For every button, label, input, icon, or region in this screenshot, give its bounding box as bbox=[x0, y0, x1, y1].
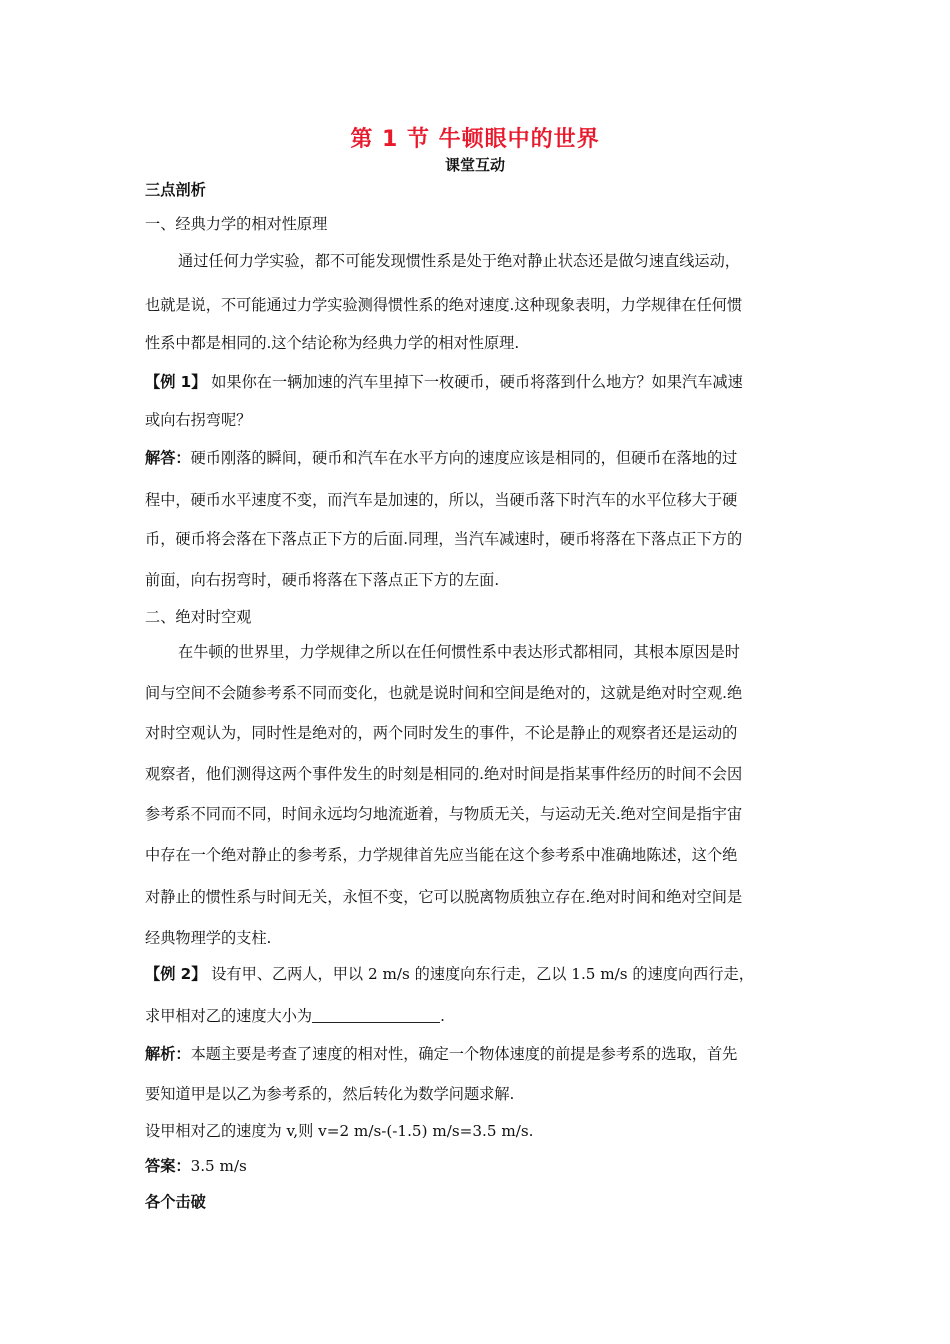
paragraph-line: 通过任何力学实验，都不可能发现惯性系是处于绝对静止状态还是做匀速直线运动， bbox=[178, 252, 740, 270]
example-2-text: 设有甲、乙两人，甲以 2 m/s 的速度向东行走，乙以 1.5 m/s 的速度向西行走， bbox=[206, 965, 754, 983]
paragraph-line: 间与空间不会随参考系不同而变化，也就是说时间和空间是绝对的，这就是绝对时空观.绝 bbox=[145, 684, 743, 702]
answer-1-text: 程中，硬币水平速度不变，而汽车是加速的，所以，当硬币落下时汽车的水平位移大于硬 bbox=[145, 491, 738, 509]
paragraph-line: 经典物理学的支柱. bbox=[145, 929, 272, 947]
paragraph-line: 中存在一个绝对静止的参考系，力学规律首先应当能在这个参考系中准确地陈述，这个绝 bbox=[145, 846, 738, 864]
heading-absolute-spacetime: 二、绝对时空观 bbox=[145, 608, 252, 626]
answer-2 bbox=[145, 1155, 825, 1176]
heading-relativity-principle: 一、经典力学的相对性原理 bbox=[145, 215, 328, 233]
paragraph-line: 性系中都是相同的.这个结论称为经典力学的相对性原理. bbox=[145, 334, 520, 352]
example-1 bbox=[145, 371, 825, 392]
paragraph-line: 参考系不同而不同，时间永远均匀地流逝着，与物质无关，与运动无关.绝对空间是指宇宙 bbox=[145, 805, 743, 823]
answer-1-label: 解答： bbox=[145, 449, 191, 467]
example-1-text: 或向右拐弯呢？ bbox=[145, 411, 252, 429]
analysis-text: 本题主要是考查了速度的相对性，确定一个物体速度的前提是参考系的选取，首先 bbox=[190, 1045, 738, 1063]
page-subtitle: 课堂互动 bbox=[444, 156, 505, 174]
paragraph-line: 观察者，他们测得这两个事件发生的时刻是相同的.绝对时间是指某事件经历的时间不会因 bbox=[145, 765, 743, 783]
answer-1-text: 硬币刚落的瞬间，硬币和汽车在水平方向的速度应该是相同的，但硬币在落地的过 bbox=[190, 449, 738, 467]
paragraph-line: 也就是说，不可能通过力学实验测得惯性系的绝对速度.这种现象表明，力学规律在任何惯 bbox=[145, 296, 743, 314]
example-2-text: 求甲相对乙的速度大小为 bbox=[145, 1007, 313, 1025]
example-1-text: 如果你在一辆加速的汽车里掉下一枚硬币，硬币将落到什么地方？如果汽车减速 bbox=[206, 373, 743, 391]
section-heading-breakthrough: 各个击破 bbox=[145, 1193, 206, 1211]
example-2-label: 【例 2】 bbox=[145, 965, 207, 983]
calculation: 设甲相对乙的速度为 v,则 v=2 m/s-(-1.5) m/s=3.5 m/s. bbox=[145, 1122, 534, 1140]
paragraph-line: 对时空观认为，同时性是绝对的，两个同时发生的事件，不论是静止的观察者还是运动的 bbox=[145, 724, 738, 742]
answer-blank bbox=[312, 1008, 440, 1023]
paragraph-line: 对静止的惯性系与时间无关，永恒不变，它可以脱离物质独立存在.绝对时间和绝对空间是 bbox=[145, 888, 743, 906]
example-2-question bbox=[145, 1005, 825, 1026]
example-1-label: 【例 1】 bbox=[145, 373, 207, 391]
answer-1 bbox=[145, 447, 825, 468]
section-heading-analysis: 三点剖析 bbox=[145, 181, 206, 199]
answer-1-text: 前面，向右拐弯时，硬币将落在下落点正下方的左面. bbox=[145, 571, 500, 589]
answer-2-label: 答案： bbox=[145, 1157, 191, 1175]
answer-1-text: 币，硬币将会落在下落点正下方的后面.同理，当汽车减速时，硬币将落在下落点正下方的 bbox=[145, 530, 743, 548]
analysis-text: 要知道甲是以乙为参考系的，然后转化为数学问题求解. bbox=[145, 1085, 515, 1103]
answer-2-value: 3.5 m/s bbox=[190, 1157, 247, 1175]
paragraph-line: 在牛顿的世界里，力学规律之所以在任何惯性系中表达形式都相同，其根本原因是时 bbox=[178, 643, 740, 661]
analysis-label: 解析： bbox=[145, 1045, 191, 1063]
page-title: 第 1 节 牛顿眼中的世界 bbox=[350, 127, 600, 152]
example-2 bbox=[145, 963, 825, 984]
example-2-period: . bbox=[440, 1007, 445, 1025]
analysis bbox=[145, 1043, 825, 1064]
